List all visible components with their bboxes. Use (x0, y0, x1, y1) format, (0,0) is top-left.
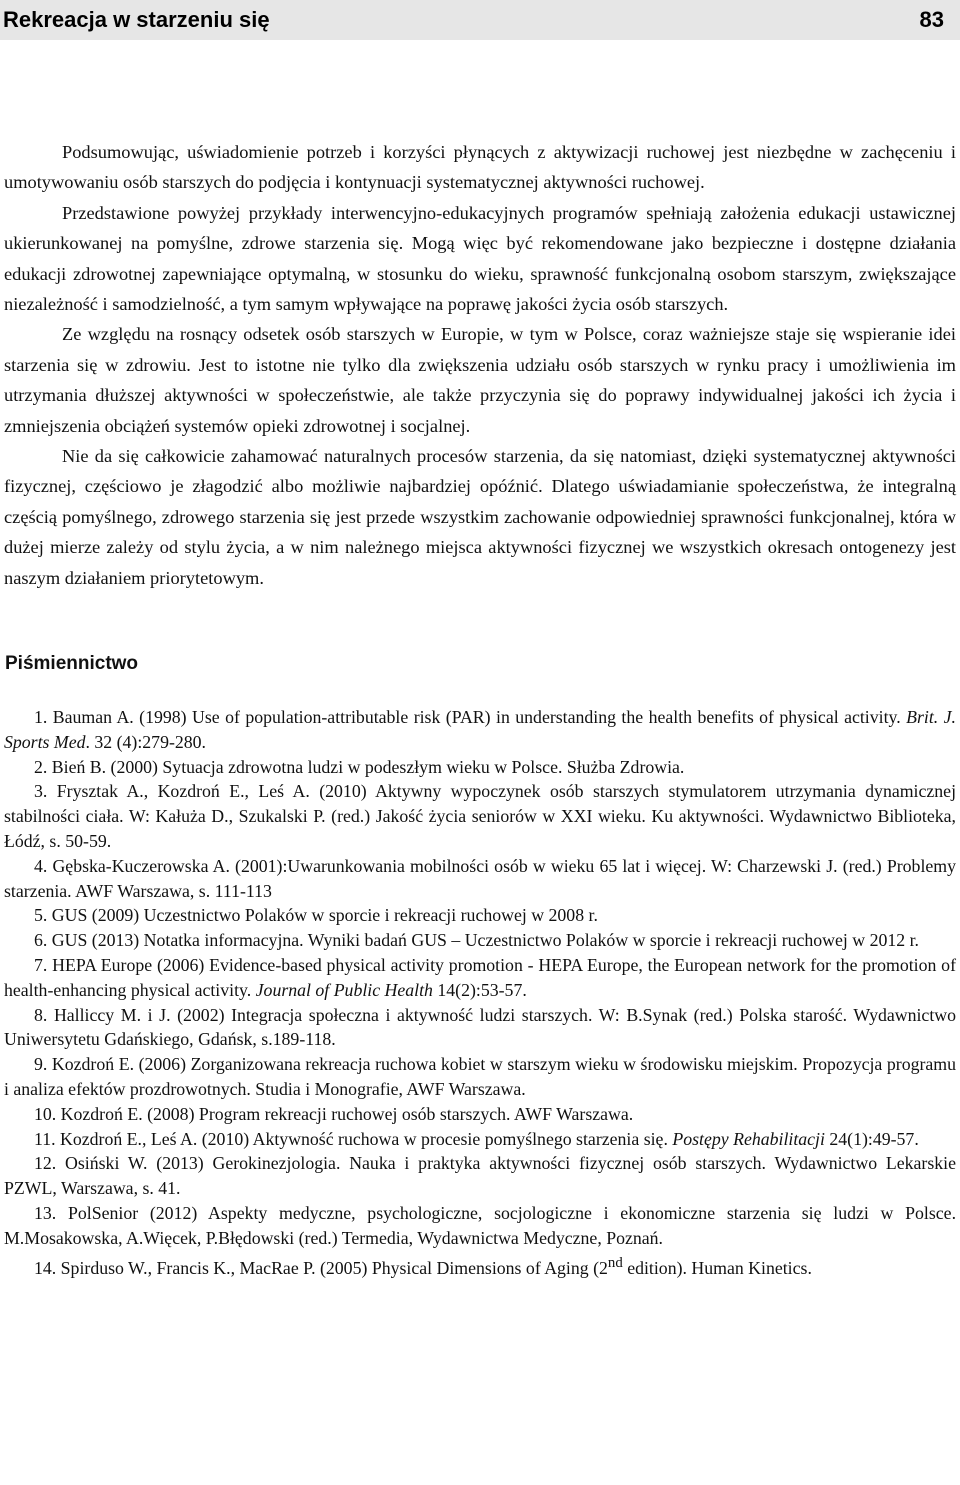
reference-number: 14. (34, 1257, 61, 1278)
reference-number: 11. (34, 1128, 61, 1149)
reference-number: 2. (34, 756, 52, 777)
reference-text: HEPA Europe (2006) Evidence-based physical activity promotion - HEPA Europe, the European network for the promotion of health-enhancing physical activity. (4, 955, 956, 1000)
reference-text: PolSenior (2012) Aspekty medyczne, psychologiczne, socjologiczne i ekonomiczne starzenia się ludzi w Polsce. M.Mosakowska, A.Więcek, P.Błędowski (red.) Termedia, Wydawnictwa Medyczne, Poznań. (4, 1203, 957, 1248)
reference-text: Osiński W. (2013) Gerokinezjologia. Nauka i praktyka aktywności fizycznej osób starszych. Wydawnictwo Lekarskie PZWL, Warszawa, s. 41. (4, 1153, 956, 1199)
paragraph: Ze względu na rosnący odsetek osób starszych w Europie, w tym w Polsce, coraz ważniejsze staje się wspieranie idei starzenia się w zdrowiu. Jest to istotne nie tylko dla zwiększenia udziału osób starszych w rynku pracy i umożliwienia im utrzymania dłuższej aktywności w społeczeństwie, ale także przyczynia się do poprawy indywidualnej jakości ich życia i zmniejszenia obciążeń systemów opieki zdrowotnej i socjalnej. (4, 324, 956, 436)
reference-number: 7. (34, 955, 53, 976)
reference-number: 6. (34, 930, 52, 951)
reference-text: Kozdroń E. (2008) Program rekreacji ruchowej osób starszych. AWF Warszawa. (60, 1103, 634, 1124)
reference-item (4, 779, 956, 853)
reference-item (4, 854, 956, 904)
running-title: Rekreacja w starzeniu się (3, 7, 270, 32)
reference-text: . 32 (4):279-280. (85, 731, 207, 752)
reference-list (4, 705, 956, 1280)
body-text (4, 137, 956, 593)
reference-italic-text: Postępy Rehabilitacji (672, 1128, 825, 1149)
reference-item (4, 1201, 956, 1251)
reference-superscript: nd (607, 1254, 623, 1271)
reference-number: 10. (34, 1103, 61, 1124)
paragraph: Podsumowując, uświadomienie potrzeb i korzyści płynących z aktywizacji ruchowej jest niezbędne w zachęceniu i umotywowaniu osób starszych do podjęcia i kontynuacji systematycznej aktywności ruchowej. (4, 142, 956, 193)
paragraph: Nie da się całkowicie zahamować naturalnych procesów starzenia, da się natomiast, dzięki systematycznej aktywności fizycznej, częściowo je złagodzić albo możliwie najbardziej opóźnić. Dlatego uświadamianie społeczeństwa, że integralną częścią pomyślnego, zdrowego starzenia się jest przede wszystkim zachowanie odpowiedniej sprawności funkcjonalnej, która w dużej mierze zależy od stylu życia, a w nim należnego miejsca aktywności fizycznej we wszystkich okresach ontogenezy jest naszym działaniem priorytetowym. (4, 446, 956, 588)
page-header (0, 0, 960, 40)
reference-item (4, 1251, 956, 1281)
reference-text: edition). Human Kinetics. (622, 1257, 812, 1278)
reference-item (4, 928, 956, 953)
reference-text: Halliccy M. i J. (2002) Integracja społeczna i aktywność ludzi starszych. W: B.Synak (red.) Polska starość. Wydawnictwo Uniwersytetu Gdańskiego, Gdańsk, s.189-118. (4, 1004, 956, 1050)
reference-item (4, 1102, 956, 1127)
reference-text: Kozdroń E., Leś A. (2010) Aktywność ruchowa w procesie pomyślnego starzenia się. (60, 1128, 673, 1149)
reference-number: 12. (34, 1153, 66, 1174)
paragraph: Przedstawione powyżej przykłady interwencyjno-edukacyjnych programów spełniają założenia edukacji ustawicznej ukierunkowanej na pomyślne, zdrowe starzenia się. Mogą więc być rekomendowane jako bezpieczne i dostępne działania edukacji zdrowotnej zapewniające optymalną, w stosunku do wieku, sprawność funkcjonalną osobom starszym, zwiększające niezależność i samodzielność, a tym samym wpływające na poprawę jakości życia osób starszych. (4, 202, 956, 315)
reference-text: Spirduso W., Francis K., MacRae P. (2005) Physical Dimensions of Aging (2 (60, 1257, 608, 1278)
reference-text: Kozdroń E. (2006) Zorganizowana rekreacja ruchowa kobiet w starszym wieku w środowisku miejskim. Propozycja programu i analiza efektów prozdrowotnych. Studia i Monografie, AWF Warszawa. (4, 1054, 957, 1100)
reference-number: 3. (34, 781, 57, 802)
reference-text: GUS (2013) Notatka informacyjna. Wyniki badań GUS – Uczestnictwo Polaków w sporcie i rekreacji ruchowej w 2012 r. (51, 930, 919, 951)
reference-item (4, 705, 956, 755)
reference-item (4, 755, 956, 780)
reference-item (4, 1127, 956, 1152)
reference-item (4, 1151, 956, 1201)
reference-text: 14(2):53-57. (432, 979, 527, 1000)
reference-item (4, 903, 956, 928)
bibliography-heading: Piśmiennictwo (5, 653, 139, 675)
reference-text: Bień B. (2000) Sytuacja zdrowotna ludzi w podeszłym wieku w Polsce. Służba Zdrowia. (51, 756, 685, 777)
page-number: 83 (919, 7, 944, 32)
reference-text: 24(1):49-57. (824, 1128, 919, 1149)
reference-italic-text: Journal of Public Health (255, 979, 433, 1000)
reference-number: 9. (34, 1054, 52, 1075)
reference-number: 4. (34, 855, 53, 876)
reference-item (4, 1052, 956, 1102)
reference-number: 8. (34, 1004, 54, 1025)
reference-text: Gębska-Kuczerowska A. (2001):Uwarunkowania mobilności osób w wieku 65 lat i więcej. W: Charzewski J. (red.) Problemy starzenia. AWF Warszawa, s. 111-113 (4, 855, 956, 901)
reference-item (4, 953, 956, 1003)
reference-italic-text: Brit. J. Sports Med (4, 707, 956, 752)
reference-number: 1. (34, 707, 53, 728)
reference-text: Bauman A. (1998) Use of population-attributable risk (PAR) in understanding the health benefits of physical activity. (52, 707, 907, 728)
reference-text: GUS (2009) Uczestnictwo Polaków w sporcie i rekreacji ruchowej w 2008 r. (51, 905, 598, 926)
reference-number: 13. (34, 1203, 68, 1224)
page-content (0, 40, 960, 1280)
reference-item (4, 1003, 956, 1053)
reference-text: Frysztak A., Kozdroń E., Leś A. (2010) Aktywny wypoczynek osób starszych stymulatorem utrzymania dynamicznej stabilności ciała. W: Kałuża D., Szukalski P. (red.) Jakość życia seniorów w XXI wieku. Ku aktywności. Wydawnictwo Biblioteka, Łódź, s. 50-59. (4, 781, 957, 852)
reference-number: 5. (34, 905, 52, 926)
